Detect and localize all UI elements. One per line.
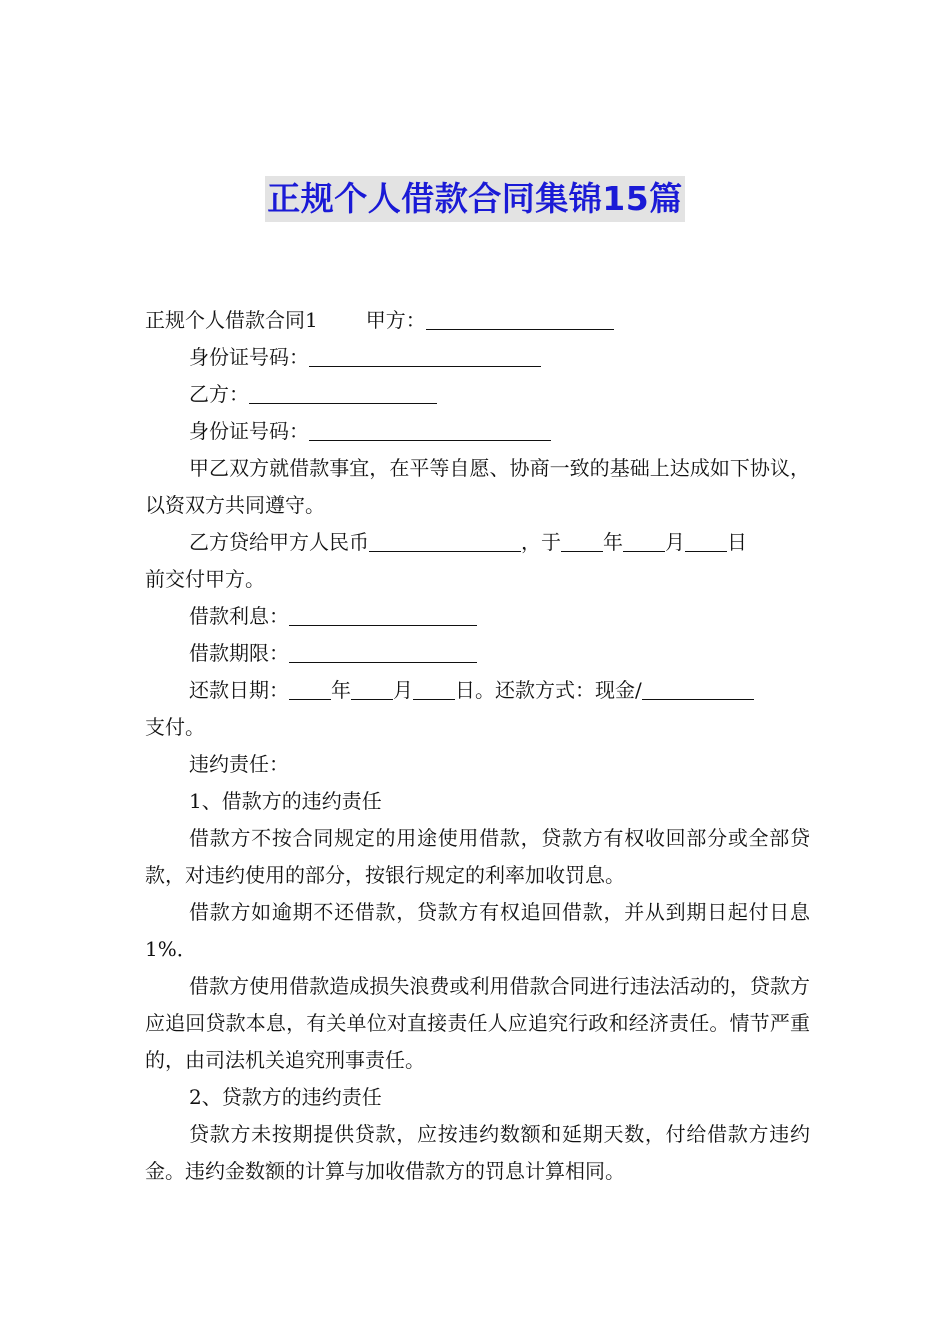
- id-blank-1: [309, 346, 541, 367]
- contract-heading-line: [145, 302, 810, 339]
- day-blank: [685, 531, 727, 552]
- title-container: [0, 176, 950, 222]
- section1-paragraph-2: 借款方如逾期不还借款，贷款方有权追回借款，并从到期日起付日息 1%．: [145, 900, 810, 961]
- id-blank-2: [309, 420, 551, 441]
- payment-method-blank: [642, 679, 754, 700]
- year-label: 年: [603, 530, 623, 554]
- loan-prefix: 乙方贷给甲方人民币: [189, 530, 369, 554]
- repay-day-end: 日。还款方式：现金/: [455, 678, 642, 702]
- id-line-1: [145, 339, 810, 376]
- repay-month: 月: [393, 678, 413, 702]
- year-blank: [561, 531, 603, 552]
- interest-label: 借款利息：: [189, 604, 289, 628]
- loan-yu: ，于: [521, 530, 561, 554]
- contract-heading: 正规个人借款合同1: [145, 308, 318, 332]
- interest-blank: [289, 605, 477, 626]
- section2-paragraph-1: 贷款方未按期提供贷款，应按违约数额和延期天数，付给借款方违约金。违约金数额的计算与加收借款方的罚息计算相同。: [145, 1122, 810, 1183]
- party-a-label: 甲方：: [365, 308, 426, 332]
- loan-paragraph: [145, 524, 810, 598]
- month-blank: [623, 531, 665, 552]
- party-a-blank: [426, 309, 614, 330]
- interest-line: [145, 598, 810, 635]
- repay-suffix: 支付。: [145, 715, 205, 739]
- term-line: [145, 635, 810, 672]
- repay-month-blank: [351, 679, 393, 700]
- term-label: 借款期限：: [189, 641, 289, 665]
- repay-year: 年: [331, 678, 351, 702]
- id-label-2: 身份证号码：: [189, 419, 309, 443]
- repay-year-blank: [289, 679, 331, 700]
- party-b-label: 乙方：: [189, 382, 249, 406]
- document-title: 正规个人借款合同集锦15篇: [265, 176, 684, 222]
- day-label: 日: [727, 530, 747, 554]
- breach-heading: 违约责任：: [189, 752, 289, 776]
- loan-suffix: 前交付甲方。: [145, 567, 265, 591]
- section1-title: 1、借款方的违约责任: [189, 789, 382, 813]
- section2-title: 2、贷款方的违约责任: [189, 1085, 382, 1109]
- intro-paragraph: 甲乙双方就借款事宜，在平等自愿、协商一致的基础上达成如下协议，以资双方共同遵守。: [145, 456, 810, 517]
- month-label: 月: [665, 530, 685, 554]
- id-label-1: 身份证号码：: [189, 345, 309, 369]
- repay-label: 还款日期：: [189, 678, 289, 702]
- repay-paragraph: [145, 672, 810, 746]
- party-b-line: [145, 376, 810, 413]
- amount-blank: [369, 531, 521, 552]
- id-line-2: [145, 413, 810, 450]
- repay-day-blank: [413, 679, 455, 700]
- document-body: [145, 302, 810, 1190]
- section1-paragraph-3: 借款方使用借款造成损失浪费或利用借款合同进行违法活动的，贷款方应追回贷款本息，有关单位对直接责任人应追究行政和经济责任。情节严重的，由司法机关追究刑事责任。: [145, 974, 810, 1072]
- party-b-blank: [249, 383, 437, 404]
- term-blank: [289, 642, 477, 663]
- section1-paragraph-1: 借款方不按合同规定的用途使用借款，贷款方有权收回部分或全部贷款，对违约使用的部分，按银行规定的利率加收罚息。: [145, 826, 810, 887]
